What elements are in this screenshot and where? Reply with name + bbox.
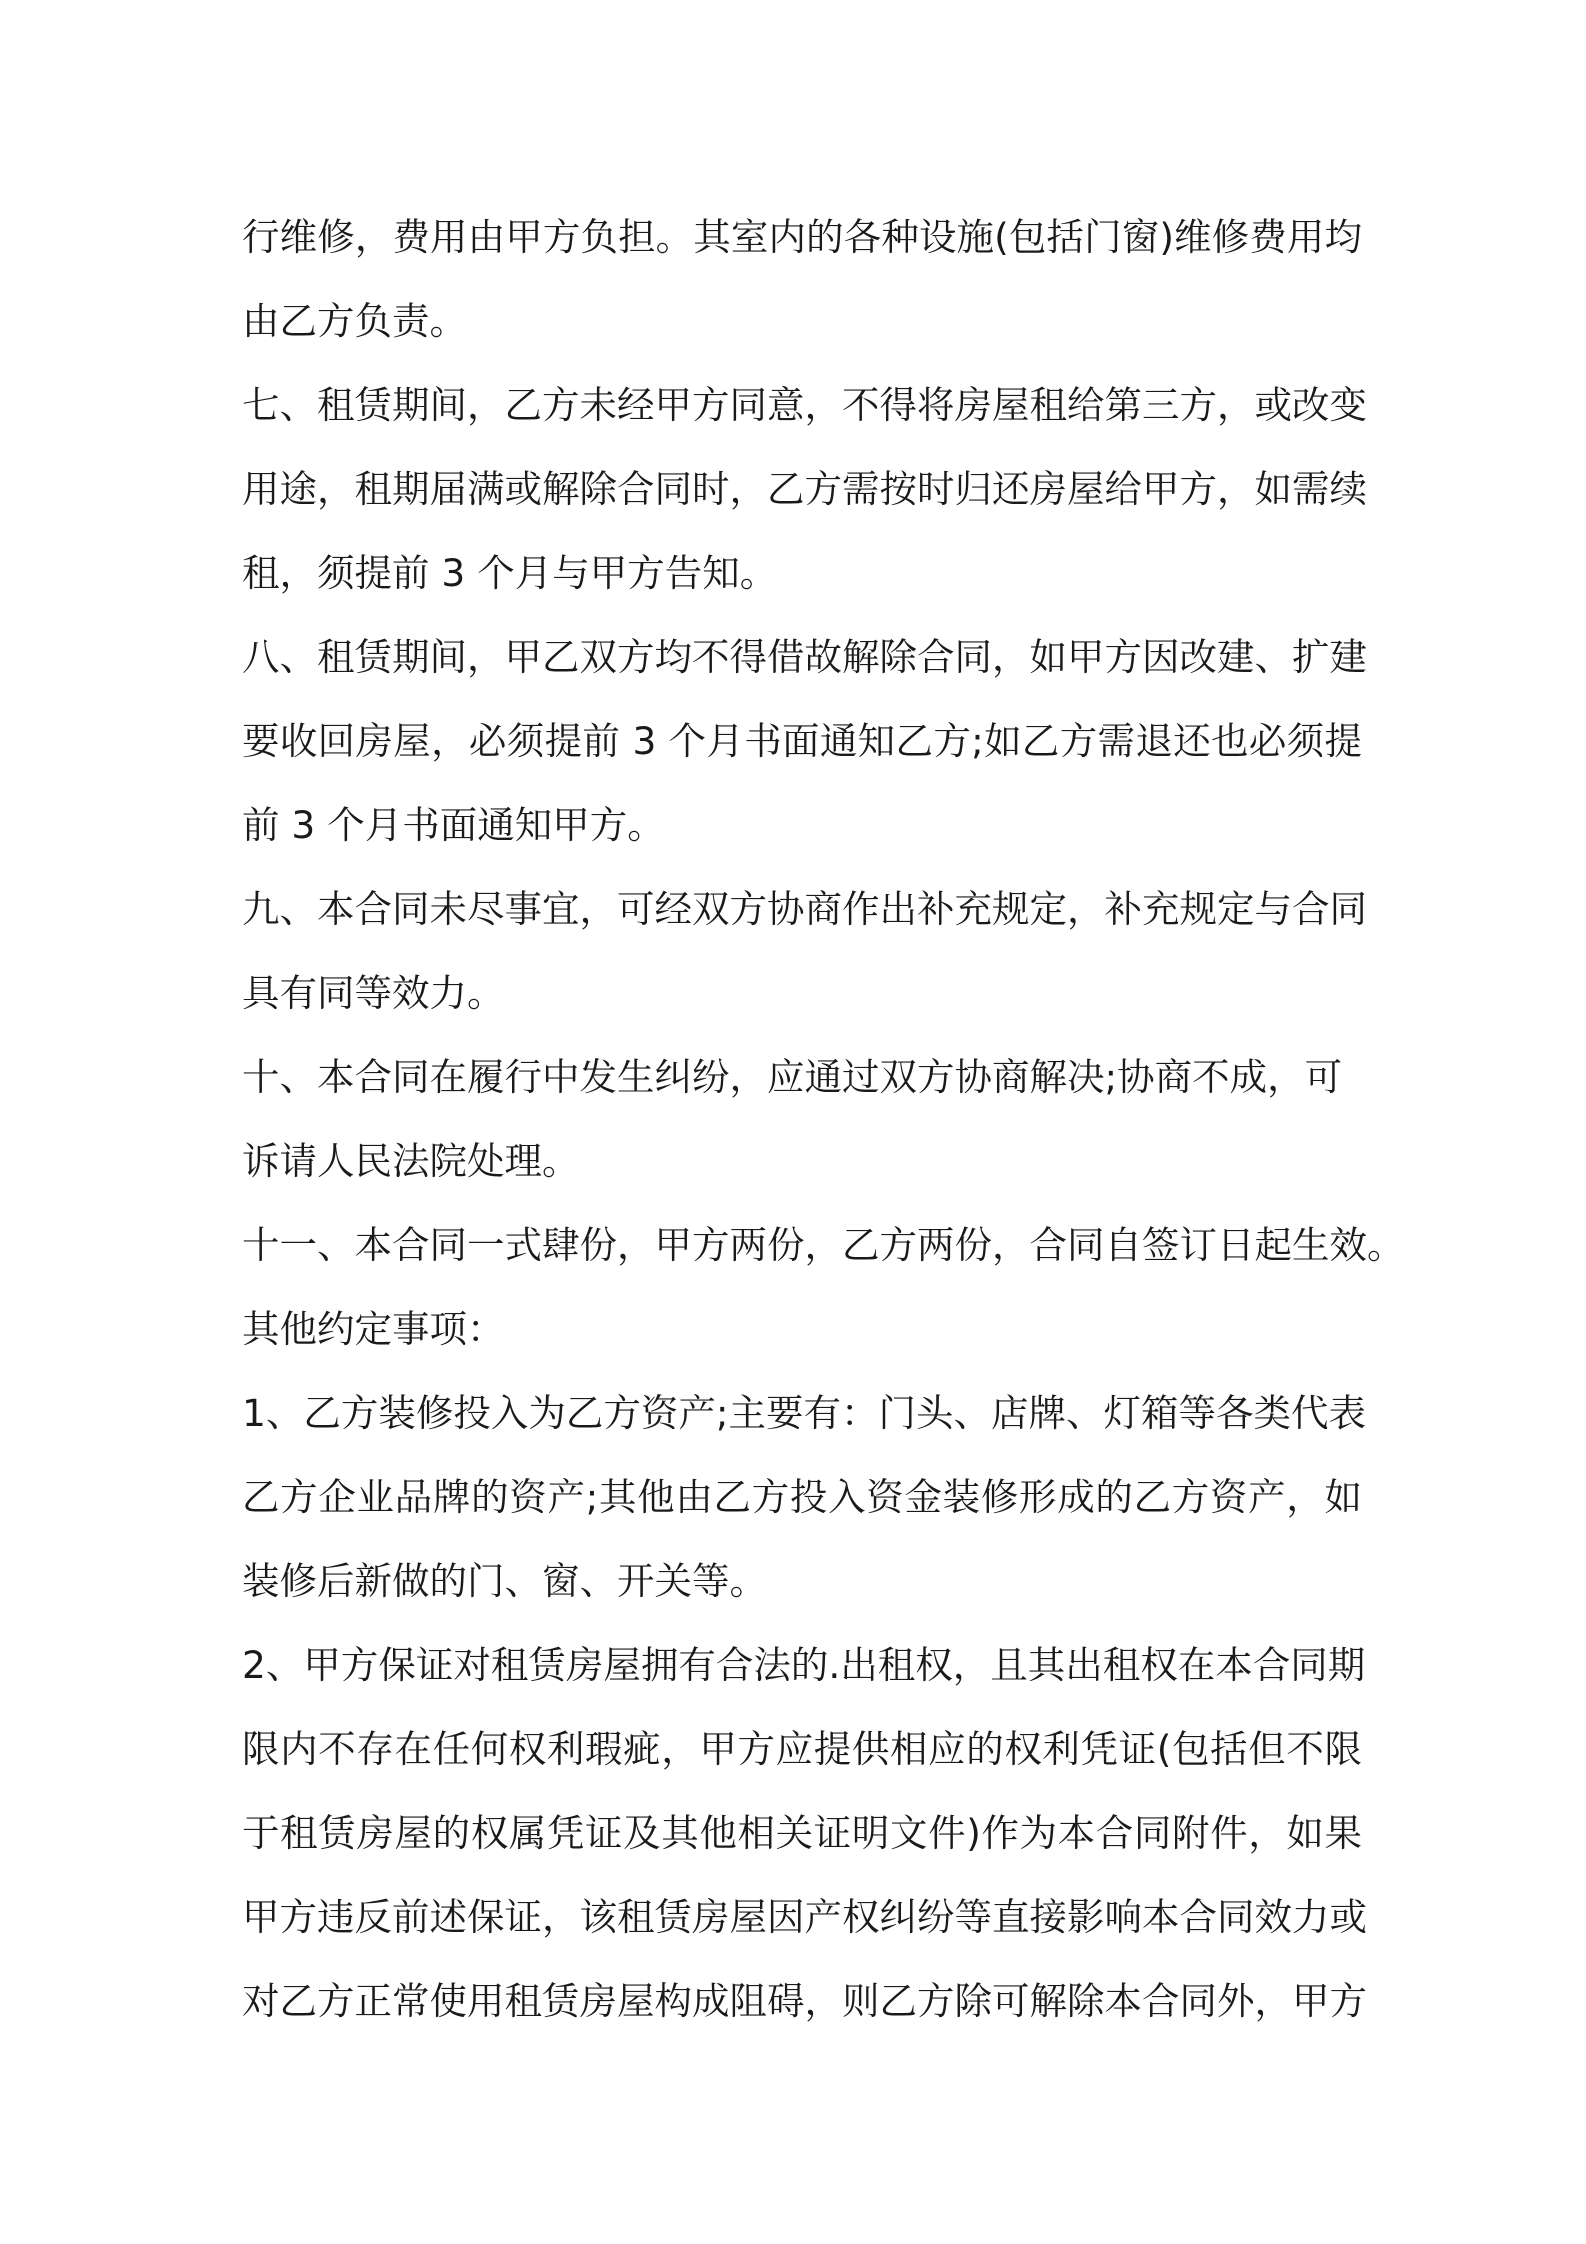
text-line-12: 诉请人民法院处理。 [242,1139,580,1183]
text-line-16: 乙方企业品牌的资产;其他由乙方投入资金装修形成的乙方资产，如 [242,1475,1362,1519]
text-line-22: 对乙方正常使用租赁房屋构成阻碍，则乙方除可解除本合同外，甲方 [242,1979,1367,2023]
text-line-19: 限内不存在任何权利瑕疵，甲方应提供相应的权利凭证(包括但不限 [242,1727,1362,1771]
text-line-11: 十、本合同在履行中发生纠纷，应通过双方协商解决;协商不成，可 [242,1055,1343,1099]
text-line-4: 用途，租期届满或解除合同时，乙方需按时归还房屋给甲方，如需续 [242,467,1367,511]
contract-text [242,195,1405,2043]
text-line-14: 其他约定事项： [242,1307,505,1351]
text-line-6: 八、租赁期间，甲乙双方均不得借故解除合同，如甲方因改建、扩建 [242,635,1367,679]
text-line-2: 由乙方负责。 [242,299,467,343]
text-line-18: 2、甲方保证对租赁房屋拥有合法的.出租权，且其出租权在本合同期 [242,1643,1366,1687]
text-line-1: 行维修，费用由甲方负担。其室内的各种设施(包括门窗)维修费用均 [242,215,1362,259]
text-line-21: 甲方违反前述保证，该租赁房屋因产权纠纷等直接影响本合同效力或 [242,1895,1367,1939]
text-line-7: 要收回房屋，必须提前 3 个月书面通知乙方;如乙方需退还也必须提 [242,719,1362,763]
text-line-8: 前 3 个月书面通知甲方。 [242,803,665,847]
text-line-15: 1、乙方装修投入为乙方资产;主要有：门头、店牌、灯箱等各类代表 [242,1391,1366,1435]
text-line-13: 十一、本合同一式肆份，甲方两份，乙方两份，合同自签订日起生效。 [242,1223,1405,1267]
text-line-20: 于租赁房屋的权属凭证及其他相关证明文件)作为本合同附件，如果 [242,1811,1362,1855]
text-line-5: 租，须提前 3 个月与甲方告知。 [242,551,778,595]
text-line-17: 装修后新做的门、窗、开关等。 [242,1559,767,1603]
text-line-10: 具有同等效力。 [242,971,505,1015]
text-line-3: 七、租赁期间，乙方未经甲方同意，不得将房屋租给第三方，或改变 [242,383,1367,427]
text-line-9: 九、本合同未尽事宜，可经双方协商作出补充规定，补充规定与合同 [242,887,1367,931]
